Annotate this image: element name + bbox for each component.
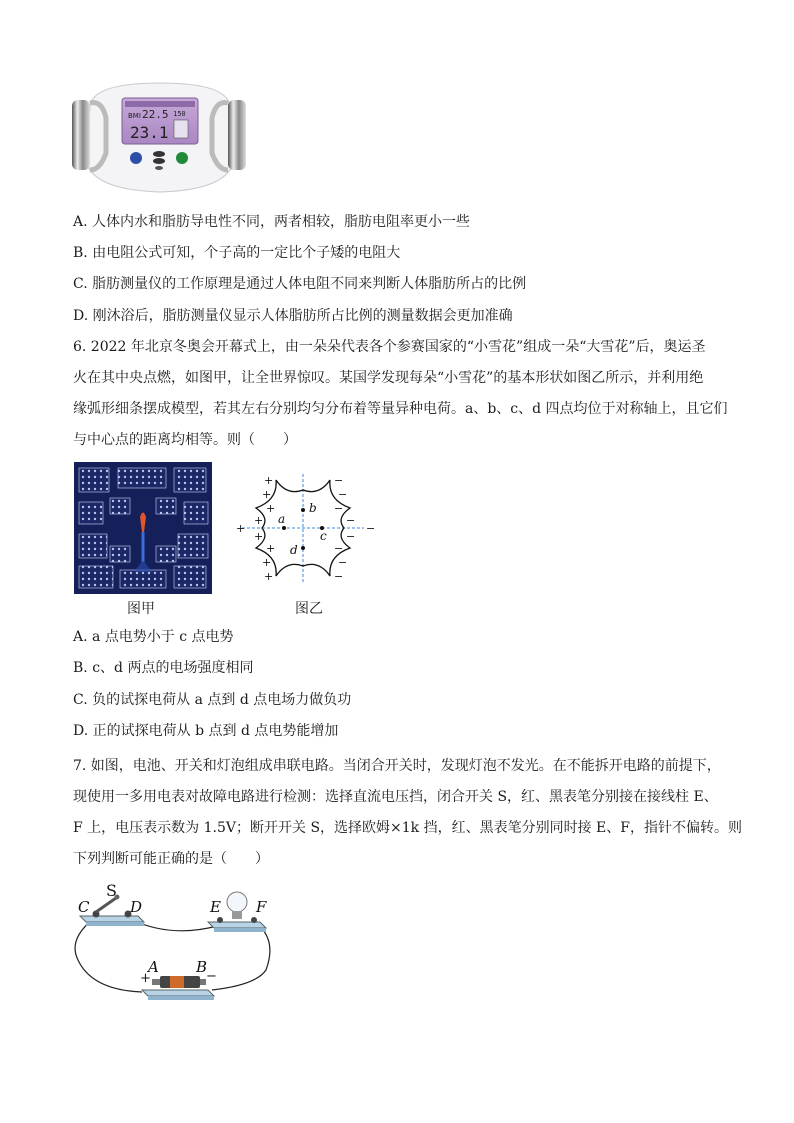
q5-option-b-letter: B. [73,245,88,261]
q7-stem-line: 现使用一多用电表对故障电路进行检测：选择直流电压挡，闭合开关 S，红、黑表笔分别接在接线柱 E、 [73,789,718,805]
wire [75,920,142,992]
blue-button-icon [130,152,142,164]
plus-charge: + [262,488,272,501]
label-b: B [196,958,208,976]
plus-charge: + [266,502,276,515]
label-a: A [148,958,159,976]
body-fat-meter-image [70,78,250,198]
figure-caption-left: 图甲 [127,601,155,617]
point-c-label: c [320,529,327,543]
q5-option-a-letter: A. [73,214,88,230]
q7-stem-line: 下列判断可能正确的是（ ） [73,851,269,867]
minus-charge: − [346,530,356,543]
point-d-dot [301,546,305,550]
figure-caption-right: 图乙 [295,601,323,617]
point-a-label: a [278,512,286,526]
wire [212,924,270,990]
minus-charge: − [334,570,344,583]
plus-charge: + [264,474,274,487]
q7-stem-line: F 上，电压表示数为 1.5V；断开开关 S，选择欧姆×1k 挡，红、黑表笔分别同时接 E、F，指针不偏转。则 [73,820,742,836]
q7-stem-line: 7. 如图，电池、开关和灯泡组成串联电路。当闭合开关时，发现灯泡不发光。在不能拆开电路的前提下， [73,758,721,774]
q6-option-b-letter: B. [73,660,88,676]
q6-option-a-letter: A. [73,629,88,645]
q5-option-a [73,212,470,232]
q6-stem-line: 6. 2022 年北京冬奥会开幕式上，由一朵朵代表各个参赛国家的“小雪花”组成一朵“大雪花”后，奥运圣 [73,339,706,355]
q7-stem [73,751,742,875]
q6-option-d-letter: D. [73,723,89,739]
plus-charge: + [254,530,264,543]
plus-charge: + [264,570,274,583]
circuit-diagram [72,880,282,1008]
minus-charge: − [366,522,376,535]
q6-option-a [73,627,234,647]
terminal-f-icon [251,917,257,923]
lcd-value-right: 150 [173,110,186,118]
q5-option-a-text: 人体内水和脂肪导电性不同，两者相较，脂肪电阻率更小一些 [92,214,471,230]
point-d-label: d [290,543,298,557]
lcd-value-main: 23.1 [130,123,169,142]
q5-option-c-text: 脂肪测量仪的工作原理是通过人体电阻不同来判断人体脂肪所占的比例 [92,276,527,292]
label-c: C [78,898,90,916]
plus-charge: + [236,522,246,535]
charge-diagram [232,470,380,590]
wire [132,920,217,931]
point-a-dot [282,526,286,530]
terminal-e-icon [217,917,223,923]
snowflake-photo-image [74,462,212,594]
q5-option-d-letter: D. [73,308,89,324]
switch-lever [96,898,116,912]
plus-charge: + [266,542,276,555]
label-s: S [106,881,117,900]
battery-minus-sign: − [206,969,217,984]
q5-option-c-letter: C. [73,276,88,292]
q5-option-b-text: 由电阻公式可知，个子高的一定比个子矮的电阻大 [92,245,401,261]
q6-option-b [73,658,253,678]
q5-option-c [73,274,526,294]
q6-stem [73,332,728,456]
q6-stem-line: 缘弧形细条摆成模型，若其左右分别均匀分布着等量异种电荷。a、b、c、d 四点均位于对称轴上，且它们 [73,401,728,417]
q6-option-d-text: 正的试探电荷从 b 点到 d 点电势能增加 [92,723,339,739]
lcd-value-top: 22.5 [142,108,169,121]
q6-option-b-text: c、d 两点的电场强度相同 [92,660,254,676]
lcd-bmi-label: BMI [128,112,141,120]
minus-charge: − [338,556,348,569]
minus-charge: − [334,474,344,487]
q6-option-c [73,690,351,710]
lamp-bulb-icon [227,892,247,912]
label-f: F [256,898,267,916]
q5-option-d [73,306,513,326]
q6-option-a-text: a 点电势小于 c 点电势 [92,629,234,645]
point-b-label: b [309,501,317,515]
q6-option-d [73,721,338,741]
q5-option-d-text: 刚沐浴后，脂肪测量仪显示人体脂肪所占比例的测量数据会更加准确 [92,308,513,324]
minus-charge: − [334,502,344,515]
label-e: E [210,898,221,916]
q6-stem-line: 与中心点的距离均相等。则（ ） [73,432,297,448]
q6-option-c-letter: C. [73,692,88,708]
plus-charge: + [254,514,264,527]
battery-plus-sign: + [140,971,151,986]
q5-option-b [73,243,400,263]
minus-charge: − [334,542,344,555]
point-b-dot [301,508,305,512]
q6-option-c-text: 负的试探电荷从 a 点到 d 点电场力做负功 [92,692,352,708]
q6-stem-line: 火在其中央点燃，如图甲，让全世界惊叹。某国学发现每朵“小雪花”的基本形状如图乙所示，并利用绝 [73,370,704,386]
minus-charge: − [338,488,348,501]
minus-charge: − [346,514,356,527]
plus-charge: + [262,556,272,569]
green-button-icon [176,152,188,164]
label-d: D [130,898,143,916]
